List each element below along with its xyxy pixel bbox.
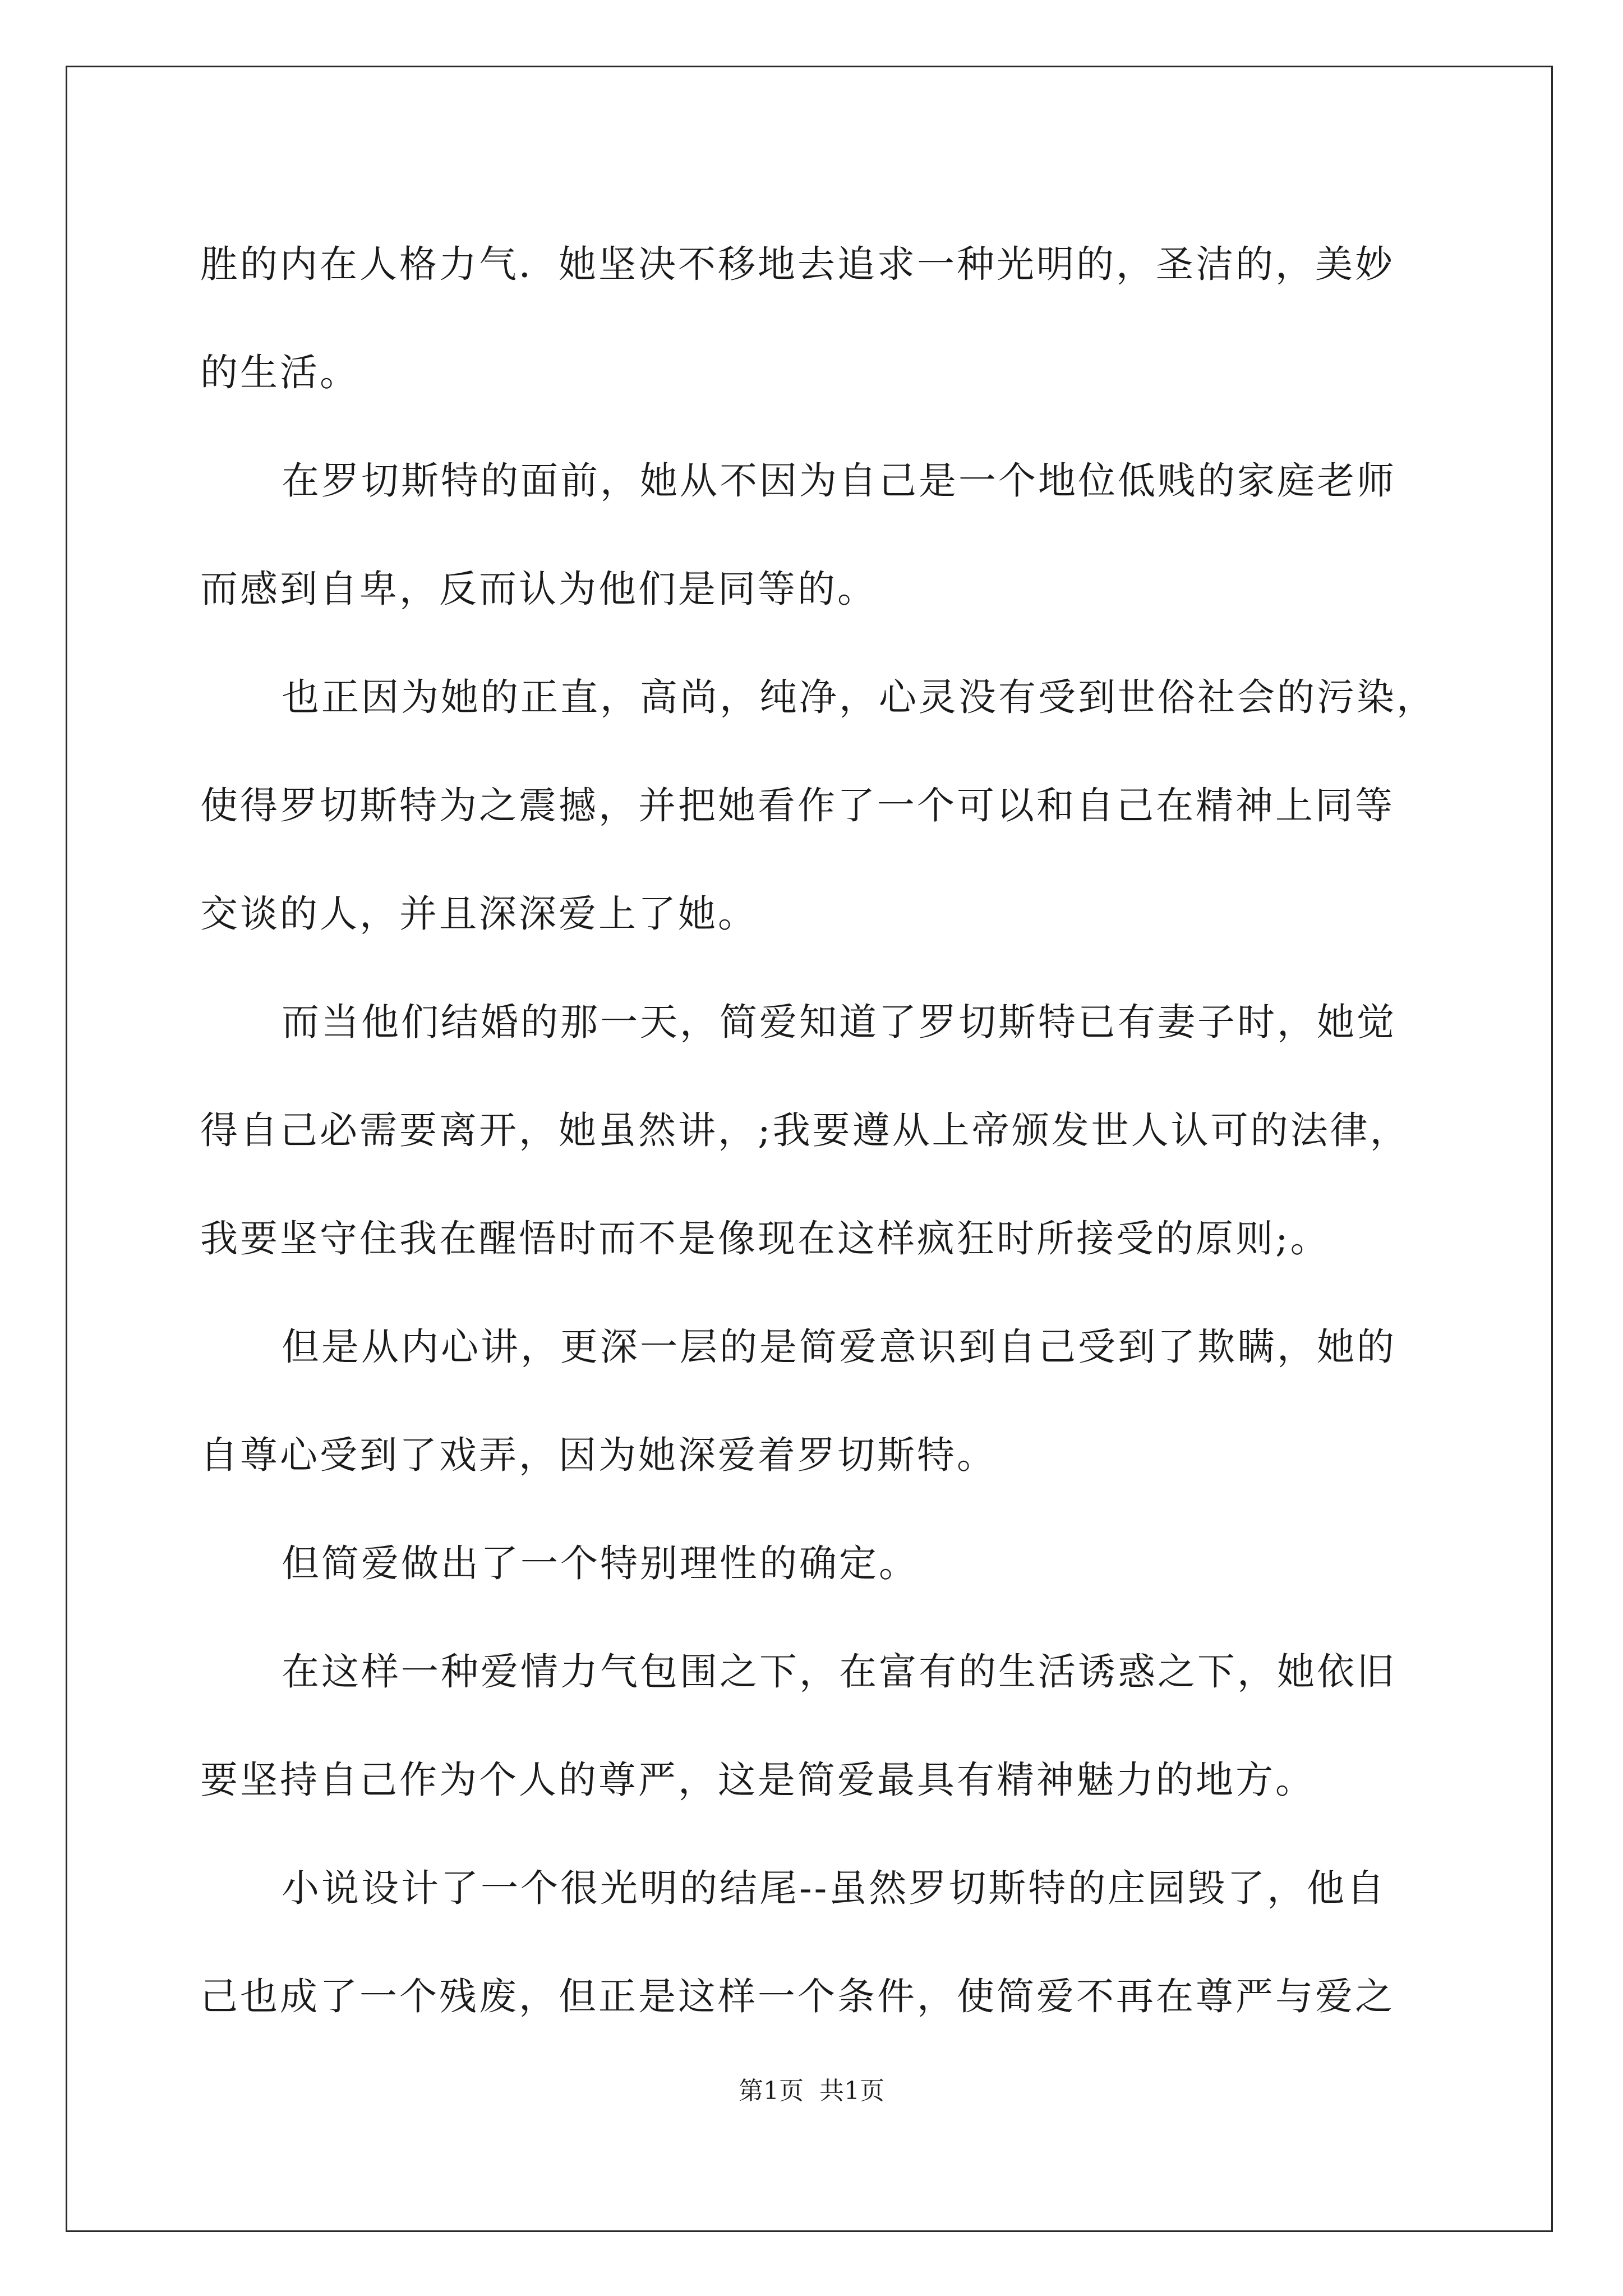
text-line: 但简爱做出了一个特别理性的确定。 bbox=[282, 1542, 919, 1585]
text-line: 自尊心受到了戏弄，因为她深爱着罗切斯特。 bbox=[200, 1433, 997, 1477]
text-line: 使得罗切斯特为之震撼，并把她看作了一个可以和自己在精神上同等 bbox=[200, 784, 1395, 827]
document-body bbox=[200, 210, 1436, 2051]
text-line: 要坚持自己作为个人的尊严，这是简爱最具有精神魅力的地方。 bbox=[200, 1758, 1315, 1802]
text-line: 的生活。 bbox=[200, 351, 359, 394]
text-line: 小说设计了一个很光明的结尾--虽然罗切斯特的庄园毁了，他自 bbox=[282, 1866, 1387, 1910]
text-line: 在这样一种爱情力气包围之下，在富有的生活诱惑之下，她依旧 bbox=[282, 1650, 1396, 1694]
text-line: 但是从内心讲，更深一层的是简爱意识到自己受到了欺瞒，她的 bbox=[282, 1325, 1396, 1369]
page-number-footer: 第1页 共1页 bbox=[739, 2077, 884, 2105]
text-line: 我要坚守住我在醒悟时而不是像现在这样疯狂时所接受的原则;。 bbox=[200, 1217, 1330, 1260]
text-line: 得自己必需要离开，她虽然讲，;我要遵从上帝颁发世人认可的法律， bbox=[200, 1108, 1410, 1152]
text-line: 己也成了一个残废，但正是这样一个条件，使简爱不再在尊严与爱之 bbox=[200, 1975, 1395, 2018]
text-line: 胜的内在人格力气．她坚决不移地去追求一种光明的，圣洁的，美妙 bbox=[200, 242, 1395, 286]
text-line: 交谈的人，并且深深爱上了她。 bbox=[200, 892, 758, 936]
text-line: 也正因为她的正直，高尚，纯净，心灵没有受到世俗社会的污染， bbox=[282, 675, 1436, 719]
text-line: 而感到自卑，反而认为他们是同等的。 bbox=[200, 567, 877, 611]
text-line: 而当他们结婚的那一天，简爱知道了罗切斯特已有妻子时，她觉 bbox=[282, 1000, 1396, 1044]
text-line: 在罗切斯特的面前，她从不因为自己是一个地位低贱的家庭老师 bbox=[282, 459, 1396, 503]
